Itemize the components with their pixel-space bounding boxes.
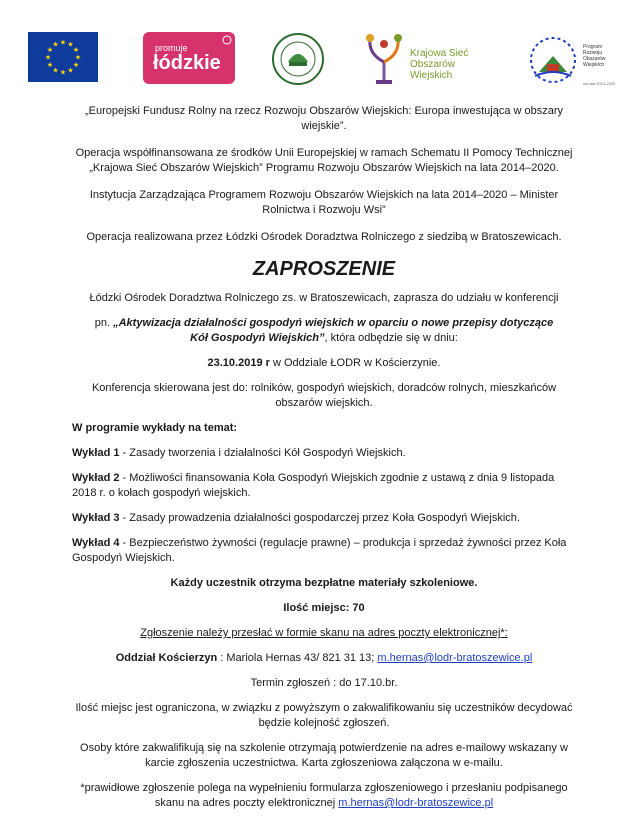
lodzkie-logo (143, 32, 235, 84)
eu-stars-icon (28, 32, 98, 82)
lodzkie-main-text: łódzkie (153, 52, 221, 74)
prow-logo (527, 30, 619, 92)
lodr-bratoszewice-logo (271, 32, 325, 86)
eu-star-icon: ★ (74, 54, 82, 62)
lecture-label: Wykład 2 (72, 472, 120, 484)
seats-count: Ilość miejsc: 70 (283, 602, 365, 614)
topic-name-line2: Kół Gospodyń Wiejskich” (190, 332, 325, 344)
prow-line3: Obszarów (583, 56, 606, 62)
topic-prefix: pn. (94, 317, 114, 329)
audience-line2: obszarów wiejskich. (275, 397, 373, 409)
event-date-value: 23.10.2019 r (207, 357, 270, 369)
eu-star-icon: ★ (59, 39, 67, 47)
eu-star-icon: ★ (46, 62, 54, 69)
eu-star-icon: ★ (52, 67, 59, 75)
topic-suffix: , która odbędzie się w dniu: (324, 332, 458, 344)
lecture-text: - Zasady prowadzenia działalności gospodarczej przez Koła Gospodyń Wiejskich. (119, 512, 520, 524)
footnote-line2: skanu na adres poczty elektronicznej (154, 797, 339, 809)
limited-line1: Ilość miejsc jest ograniczona, w związku z powyższym o zakwalifikowaniu się uczestników decydować (75, 702, 573, 714)
eu-flag-logo (28, 32, 98, 82)
audience-line1: Konferencja skierowana jest do: rolników, gospodyń wiejskich, doradców rolnych, mieszkańców (91, 382, 557, 394)
prow-line4: Wiejskich (583, 62, 605, 68)
eu-star-icon: ★ (72, 47, 80, 54)
conference-topic (72, 316, 576, 346)
eu-star-icon: ★ (46, 47, 54, 54)
audience-text (72, 381, 576, 411)
confirmation-note (72, 741, 576, 771)
lecture-item (72, 511, 576, 526)
eu-star-icon: ★ (44, 54, 52, 62)
limited-line2: będzie kolejność zgłoszeń. (258, 717, 390, 729)
prow-line5: na lata 2014-2020 (583, 81, 616, 86)
registration-deadline: Termin zgłoszeń : do 17.10.br. (250, 677, 398, 689)
lecture-label: Wykład 1 (72, 447, 120, 459)
lecture-label: Wykład 4 (72, 537, 120, 549)
event-location: w Oddziale ŁODR w Kościerzynie. (269, 357, 441, 369)
managing-authority (72, 188, 576, 218)
fund-statement: „Europejski Fundusz Rolny na rzecz Rozwoju Obszarów Wiejskich: Europa inwestująca w obszary wiejskie”. (84, 105, 564, 132)
footnote-line1: *prawidłowe zgłoszenie polega na wypełnieniu formularza zgłoszeniowego i przesłaniu podpisanego (80, 782, 568, 794)
contact-person: : Mariola Hernas 43/ 821 31 13; (217, 652, 378, 664)
logo-bar (0, 28, 644, 94)
contact-line (72, 651, 576, 666)
lecture-text: - Zasady tworzenia i działalności Kół Gospodyń Wiejskich. (119, 447, 406, 459)
eu-star-icon: ★ (72, 62, 80, 69)
managing-authority-line1: Instytucja Zarządzająca Programem Rozwoju Obszarów Wiejskich na lata 2014–2020 – Minister (89, 189, 559, 201)
event-date (72, 356, 576, 371)
program-heading: W programie wykłady na temat: (72, 422, 238, 434)
limited-seats-note (72, 701, 576, 731)
footnote (72, 781, 576, 811)
lecture-item (72, 471, 576, 501)
contact-email-link[interactable]: m.hernas@lodr-bratoszewice.pl (377, 652, 533, 664)
ksow-line2: Obszarów Wiejskich (410, 59, 456, 81)
branch-name: Oddział Kościerzyn (115, 652, 218, 664)
lecture-text: - Możliwości finansowania Koła Gospodyń Wiejskich zgodnie z ustawą z dnia 9 listopada 2018 r. o kołach gospodyń wiejskich. (72, 472, 555, 499)
lecture-label: Wykład 3 (72, 512, 120, 524)
lodzkie-small-text: promuje (155, 43, 188, 53)
eu-star-icon: ★ (59, 69, 67, 77)
eu-star-icon: ★ (67, 67, 74, 75)
lecture-text: - Bezpieczeństwo żywności (regulacje prawne) – produkcja i sprzedaż żywności przez Koła Gospodyń Wiejskich. (72, 537, 567, 564)
confirm-line1: Osoby które zakwalifikują się na szkolenie otrzymają potwierdzenie na adres e-mailowy wskazany w (80, 742, 568, 754)
registration-instruction: Zgłoszenie należy przesłać w formie skanu na adres poczty elektronicznej*: (140, 627, 508, 639)
prow-line2: Rozwoju (583, 50, 603, 56)
cofinancing-line2: „Krajowa Sieć Obszarów Wiejskich” Programu Rozwoju Obszarów Wiejskich na lata 2014–2020. (89, 162, 559, 174)
intro-text: Łódzki Ośrodek Doradztwa Rolniczego zs. w Bratoszewicach, zaprasza do udziału w konferencji (89, 292, 559, 304)
ksow-line1: Krajowa Sieć (410, 48, 469, 59)
lecture-item (72, 446, 576, 461)
page-title: ZAPROSZENIE (252, 258, 396, 280)
footnote-email-link[interactable]: m.hernas@lodr-bratoszewice.pl (338, 797, 494, 809)
cofinancing-statement (72, 146, 576, 176)
cofinancing-line1: Operacja współfinansowana ze środków Unii Europejskiej w ramach Schematu II Pomocy Technicznej (75, 147, 573, 159)
eu-star-icon: ★ (52, 41, 59, 49)
materials-note: Każdy uczestnik otrzyma bezpłatne materiały szkoleniowe. (170, 577, 478, 589)
ksow-logo (362, 30, 492, 88)
eu-star-icon: ★ (67, 41, 74, 49)
prow-line1: Program (583, 44, 603, 50)
topic-name-line1: „Aktywizacja działalności gospodyń wiejskich w oparciu o nowe przepisy dotyczące (113, 317, 554, 329)
lecture-item (72, 536, 576, 566)
document-body (72, 98, 576, 811)
confirm-line2: karcie zgłoszenia uczestnictwa. Karta zgłoszeniowa załączona w e-mailu. (145, 757, 503, 769)
operation-statement: Operacja realizowana przez Łódzki Ośrodek Doradztwa Rolniczego z siedzibą w Bratoszewicach. (86, 231, 562, 243)
managing-authority-line2: Rolnictwa i Rozwoju Wsi” (262, 204, 386, 216)
